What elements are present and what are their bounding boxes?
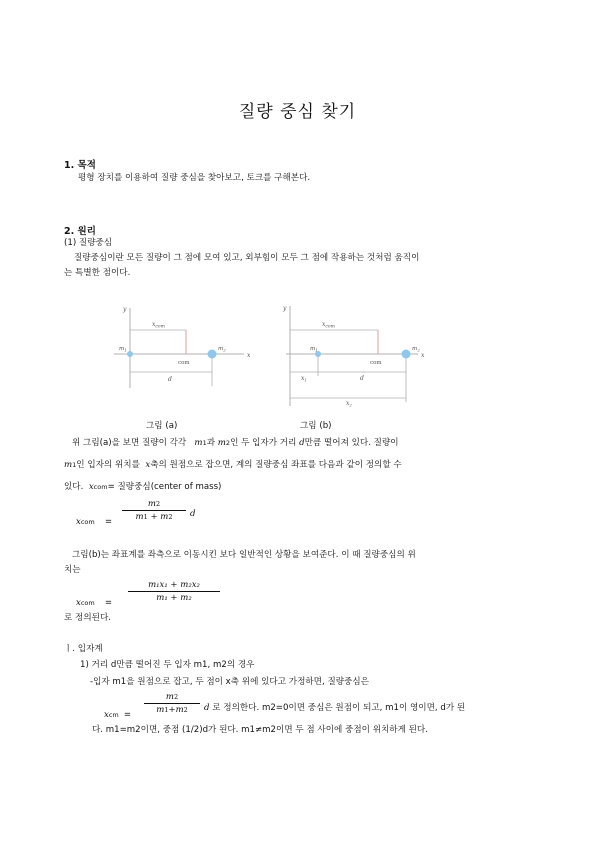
equation-1-lhs: xcom =	[76, 517, 113, 527]
section-3-line-2: d 로 정의한다. m2=0이면 중심은 원점이 되고, m1이 영이면, d가 된	[204, 703, 466, 713]
section-2-heading: 2. 원리	[64, 226, 96, 237]
paragraph-1-line-2: 는 특별한 점이다.	[64, 268, 131, 278]
m1-label: $m_1$	[310, 346, 318, 353]
equation-2-lhs: xcom =	[76, 598, 113, 608]
equation-1-d: d	[190, 509, 196, 519]
mass-2-ball	[208, 350, 217, 359]
m1-label: $m_1$	[119, 346, 127, 353]
xcom-label: $x_{com}$	[152, 321, 165, 330]
x-axis-label: x	[421, 352, 425, 359]
section-1-text: 평형 장치를 이용하여 질량 중심을 찾아보고, 토크를 구해본다.	[78, 173, 311, 183]
x-axis-label: x	[247, 352, 251, 359]
paragraph-1-line-1: 질량중심이란 모든 질량이 그 점에 모여 있고, 외부힘이 모두 그 점에 작용하는 것처럼 움직이	[74, 253, 420, 263]
paragraph-2-line-1: 위 그림(a)을 보면 질량이 각각 m1과 m2인 두 입자가 거리 d만큼 떨어져 있다. 질량이	[72, 438, 399, 448]
figure-a	[108, 302, 254, 394]
y-axis-label: y	[123, 306, 127, 313]
section-2-subheading: (1) 질량중심	[64, 238, 113, 248]
equation-2-fraction: m₁x₁ + m₂x₂ m₁ + m₂	[128, 580, 220, 603]
paragraph-2-line-2: m1인 입자의 위치를 x축의 원점으로 잡으면, 계의 질량중심 좌표를 다음과 같이 정의할 수	[64, 460, 402, 470]
m2-label: $m_2$	[412, 346, 420, 353]
paragraph-3-line-1: 그림(b)는 좌표계를 좌측으로 이동시킨 보다 일반적인 상황을 보여준다. 이 때 질량중심의 위	[72, 550, 416, 560]
equation-3-fraction: m2 m1+m2	[144, 692, 200, 715]
xcom-label: $x_{com}$	[322, 321, 335, 330]
x2-label: $x_2$	[346, 400, 352, 408]
paragraph-3-line-2: 치는	[64, 565, 81, 575]
page-title: 질량 중심 찾기	[238, 102, 357, 122]
com-label: com	[370, 360, 382, 366]
mass-2-ball	[402, 350, 411, 359]
d-label: d	[168, 376, 172, 383]
y-axis-label: y	[283, 305, 287, 312]
equation-3-lhs: xcm =	[104, 710, 132, 720]
section-3-subheading: 1) 거리 d만큼 떨어진 두 입자 m1, m2의 경우	[80, 660, 255, 670]
section-3-line-1: -입자 m1을 원점으로 잡고, 두 점이 x축 위에 있다고 가정하면, 질량중심은	[90, 677, 369, 687]
figure-b-caption: 그림 (b)	[300, 421, 332, 431]
section-1-heading: 1. 목적	[64, 160, 96, 171]
x1-label: $x_1$	[301, 375, 307, 383]
com-label: com	[178, 360, 190, 366]
figure-b	[282, 302, 428, 410]
figure-a-caption: 그림 (a)	[146, 421, 178, 431]
paragraph-2-line-3: 있다. xcom= 질량중심(center of mass)	[64, 482, 222, 492]
m2-label: $m_2$	[218, 346, 226, 353]
equation-1-fraction: m2 m1 + m2	[122, 499, 186, 522]
section-3-line-3: 다. m1=m2이면, 중점 (1/2)d가 된다. m1≠m2이면 두 점 사이에 중점이 위치하게 된다.	[92, 725, 428, 735]
mass-1-ball	[127, 351, 133, 357]
section-3-heading: ㅣ. 입자계	[64, 644, 103, 654]
d-label: d	[360, 375, 364, 382]
paragraph-3-line-3: 로 정의된다.	[64, 613, 111, 623]
